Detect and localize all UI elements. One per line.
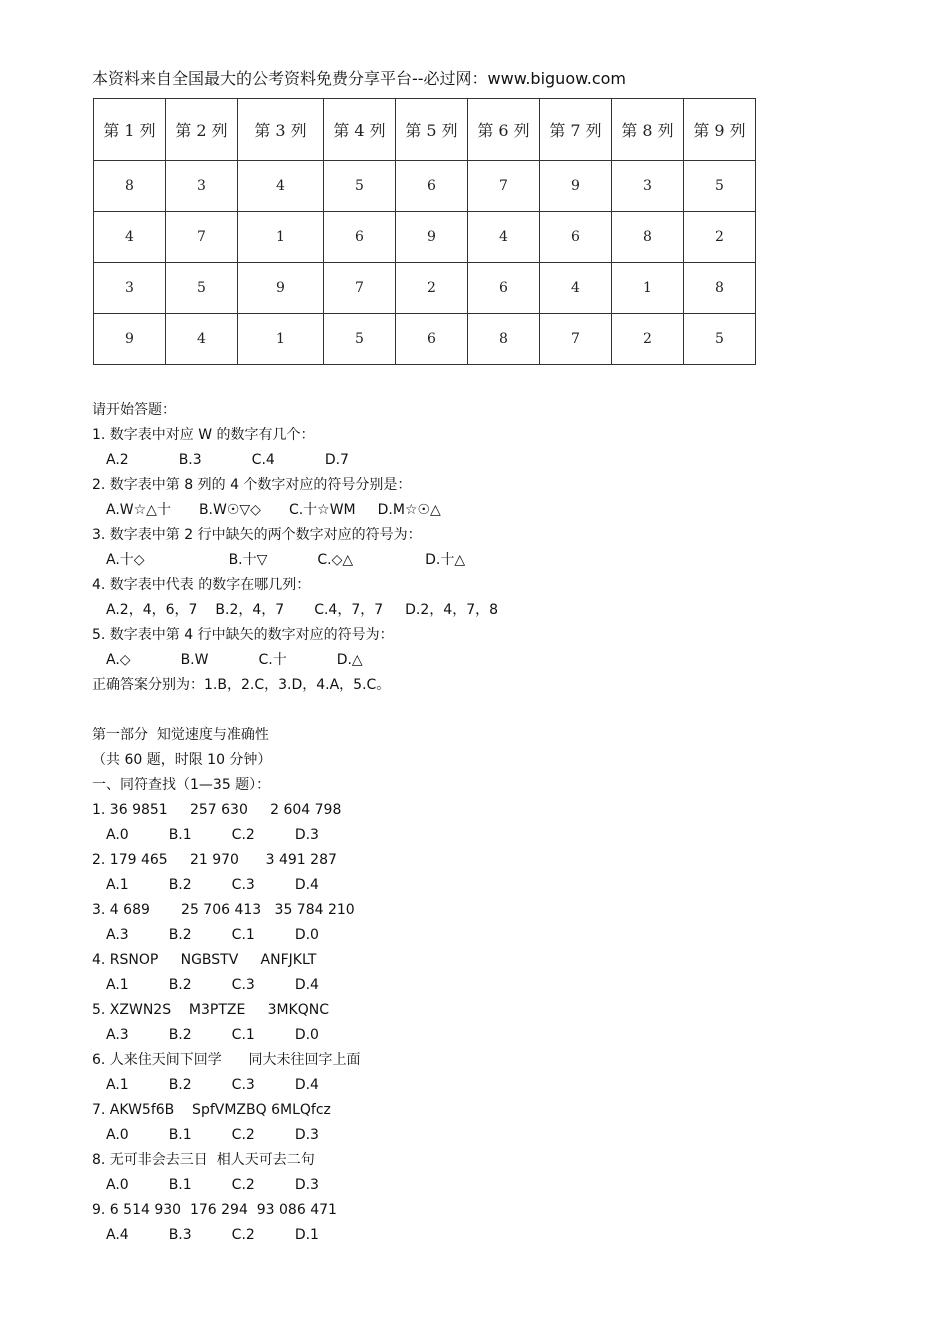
table-cell: 4 — [94, 212, 166, 263]
table-cell: 7 — [540, 314, 612, 365]
answer-options — [92, 823, 912, 848]
option-label: D.0 — [294, 927, 319, 943]
table-cell: 5 — [324, 314, 396, 365]
blank-line — [92, 698, 912, 723]
text-line: 4. 数字表中代表 的数字在哪几列： — [92, 577, 311, 593]
option-label: B.2，4，7 — [215, 602, 285, 618]
option-label: C.◇△ — [317, 552, 354, 568]
option-label: C.1 — [231, 1027, 255, 1043]
column-header: 第 8 列 — [612, 99, 684, 161]
text-line: 3. 4 689 25 706 413 35 784 210 — [92, 902, 355, 918]
text-line: 3. 数字表中第 2 行中缺矢的两个数字对应的符号为： — [92, 527, 422, 543]
table-cell: 6 — [540, 212, 612, 263]
table-cell: 2 — [396, 263, 468, 314]
option-label: B.2 — [168, 927, 192, 943]
table-cell: 1 — [612, 263, 684, 314]
option-label: A.W☆△十 — [106, 502, 171, 518]
option-label: B.3 — [178, 452, 202, 468]
option-label: B.W☉▽◇ — [198, 502, 261, 518]
table-cell: 1 — [238, 314, 324, 365]
column-header: 第 9 列 — [684, 99, 756, 161]
option-label: B.2 — [168, 1077, 192, 1093]
table-cell: 6 — [396, 161, 468, 212]
text-line: 第一部分 知觉速度与准确性 — [92, 727, 269, 743]
option-label: C.2 — [231, 1227, 255, 1243]
text-line: （共 60 题，时限 10 分钟） — [92, 752, 272, 768]
option-label: B.1 — [168, 827, 192, 843]
column-header: 第 4 列 — [324, 99, 396, 161]
option-label: D.2，4，7，8 — [405, 602, 499, 618]
option-label: B.十▽ — [228, 552, 268, 568]
answer-options — [92, 973, 912, 998]
option-label: D.△ — [336, 652, 363, 668]
option-label: B.3 — [168, 1227, 192, 1243]
table-cell: 9 — [396, 212, 468, 263]
option-label: B.2 — [168, 1027, 192, 1043]
table-cell: 8 — [684, 263, 756, 314]
table-cell: 1 — [238, 212, 324, 263]
option-label: C.4 — [251, 452, 275, 468]
option-label: B.1 — [168, 1177, 192, 1193]
option-label: A.0 — [106, 1127, 129, 1143]
option-label: D.M☆☉△ — [377, 502, 441, 518]
answer-options — [92, 1073, 912, 1098]
option-label: A.◇ — [106, 652, 131, 668]
text-line: 1. 36 9851 257 630 2 604 798 — [92, 802, 342, 818]
column-header: 第 7 列 — [540, 99, 612, 161]
table-cell: 9 — [540, 161, 612, 212]
answer-options — [92, 1023, 912, 1048]
table-cell: 8 — [94, 161, 166, 212]
option-label: D.3 — [294, 1177, 319, 1193]
table-row — [94, 161, 756, 212]
option-label: A.1 — [106, 1077, 129, 1093]
table-cell: 6 — [396, 314, 468, 365]
answer-options — [92, 498, 912, 523]
option-label: D.7 — [324, 452, 349, 468]
table-cell: 7 — [324, 263, 396, 314]
table-cell: 9 — [238, 263, 324, 314]
option-label: D.0 — [294, 1027, 319, 1043]
option-label: A.4 — [106, 1227, 129, 1243]
answer-options — [92, 598, 912, 623]
text-line: 5. 数字表中第 4 行中缺矢的数字对应的符号为： — [92, 627, 394, 643]
option-label: C.十 — [258, 652, 287, 668]
option-label: C.3 — [231, 877, 255, 893]
text-line: 1. 数字表中对应 W 的数字有几个： — [92, 427, 315, 443]
option-label: A.0 — [106, 1177, 129, 1193]
answer-options — [92, 1123, 912, 1148]
table-cell: 8 — [468, 314, 540, 365]
option-label: B.2 — [168, 977, 192, 993]
option-label: D.十△ — [425, 552, 466, 568]
answer-options — [92, 648, 912, 673]
table-row — [94, 263, 756, 314]
text-line: 正确答案分别为：1.B，2.C，3.D，4.A，5.C。 — [92, 677, 391, 693]
option-label: C.1 — [231, 927, 255, 943]
option-label: D.4 — [294, 877, 319, 893]
option-label: A.3 — [106, 927, 129, 943]
table-cell: 2 — [612, 314, 684, 365]
column-header: 第 2 列 — [166, 99, 238, 161]
option-label: A.1 — [106, 877, 129, 893]
table-cell: 6 — [324, 212, 396, 263]
option-label: A.2 — [106, 452, 129, 468]
table-cell: 4 — [238, 161, 324, 212]
option-label: A.2，4，6，7 — [106, 602, 198, 618]
text-line: 一、同符查找（1—35 题）： — [92, 777, 271, 793]
option-label: C.十☆WM — [288, 502, 356, 518]
question-text — [92, 398, 912, 1248]
column-header: 第 1 列 — [94, 99, 166, 161]
answer-options — [92, 448, 912, 473]
text-line: 2. 179 465 21 970 3 491 287 — [92, 852, 337, 868]
table-cell: 3 — [94, 263, 166, 314]
option-label: A.0 — [106, 827, 129, 843]
option-label: D.4 — [294, 1077, 319, 1093]
table-cell: 7 — [166, 212, 238, 263]
option-label: A.1 — [106, 977, 129, 993]
table-cell: 5 — [324, 161, 396, 212]
table-row — [94, 314, 756, 365]
table-cell: 4 — [540, 263, 612, 314]
option-label: C.3 — [231, 977, 255, 993]
text-line: 4. RSNOP NGBSTV ANFJKLT — [92, 952, 317, 968]
option-label: C.3 — [231, 1077, 255, 1093]
answer-options — [92, 873, 912, 898]
column-header: 第 3 列 — [238, 99, 324, 161]
text-line: 5. XZWN2S M3PTZE 3MKQNC — [92, 1002, 330, 1018]
text-line: 8. 无可非会去三日 相人天可去二句 — [92, 1152, 315, 1168]
table-header-row — [94, 99, 756, 161]
option-label: D.4 — [294, 977, 319, 993]
table-cell: 5 — [166, 263, 238, 314]
option-label: A.十◇ — [106, 552, 145, 568]
answer-options — [92, 1173, 912, 1198]
option-label: C.4，7，7 — [314, 602, 384, 618]
column-header: 第 6 列 — [468, 99, 540, 161]
option-label: C.2 — [231, 1127, 255, 1143]
option-label: D.3 — [294, 1127, 319, 1143]
text-line: 7. AKW5f6B SpfVMZBQ 6MLQfcz — [92, 1102, 331, 1118]
text-line: 6. 人来住天间下回学 同大未往回字上面 — [92, 1052, 361, 1068]
option-label: C.2 — [231, 1177, 255, 1193]
number-table — [93, 98, 756, 365]
answer-options — [92, 1223, 912, 1248]
table-cell: 8 — [612, 212, 684, 263]
option-label: D.1 — [294, 1227, 319, 1243]
table-cell: 4 — [166, 314, 238, 365]
table-cell: 2 — [684, 212, 756, 263]
text-line: 请开始答题： — [92, 402, 176, 418]
column-header: 第 5 列 — [396, 99, 468, 161]
answer-options — [92, 548, 912, 573]
option-label: B.2 — [168, 877, 192, 893]
option-label: B.1 — [168, 1127, 192, 1143]
table-row — [94, 212, 756, 263]
option-label: D.3 — [294, 827, 319, 843]
option-label: C.2 — [231, 827, 255, 843]
table-cell: 5 — [684, 314, 756, 365]
table-cell: 3 — [166, 161, 238, 212]
answer-options — [92, 923, 912, 948]
option-label: B.W — [180, 652, 209, 668]
table-cell: 3 — [612, 161, 684, 212]
table-cell: 5 — [684, 161, 756, 212]
text-line: 9. 6 514 930 176 294 93 086 471 — [92, 1202, 337, 1218]
option-label: A.3 — [106, 1027, 129, 1043]
source-header: 本资料来自全国最大的公考资料免费分享平台--必过网：www.biguow.com — [92, 69, 626, 88]
table-cell: 7 — [468, 161, 540, 212]
text-line: 2. 数字表中第 8 列的 4 个数字对应的符号分别是： — [92, 477, 412, 493]
table-cell: 6 — [468, 263, 540, 314]
table-cell: 9 — [94, 314, 166, 365]
table-cell: 4 — [468, 212, 540, 263]
